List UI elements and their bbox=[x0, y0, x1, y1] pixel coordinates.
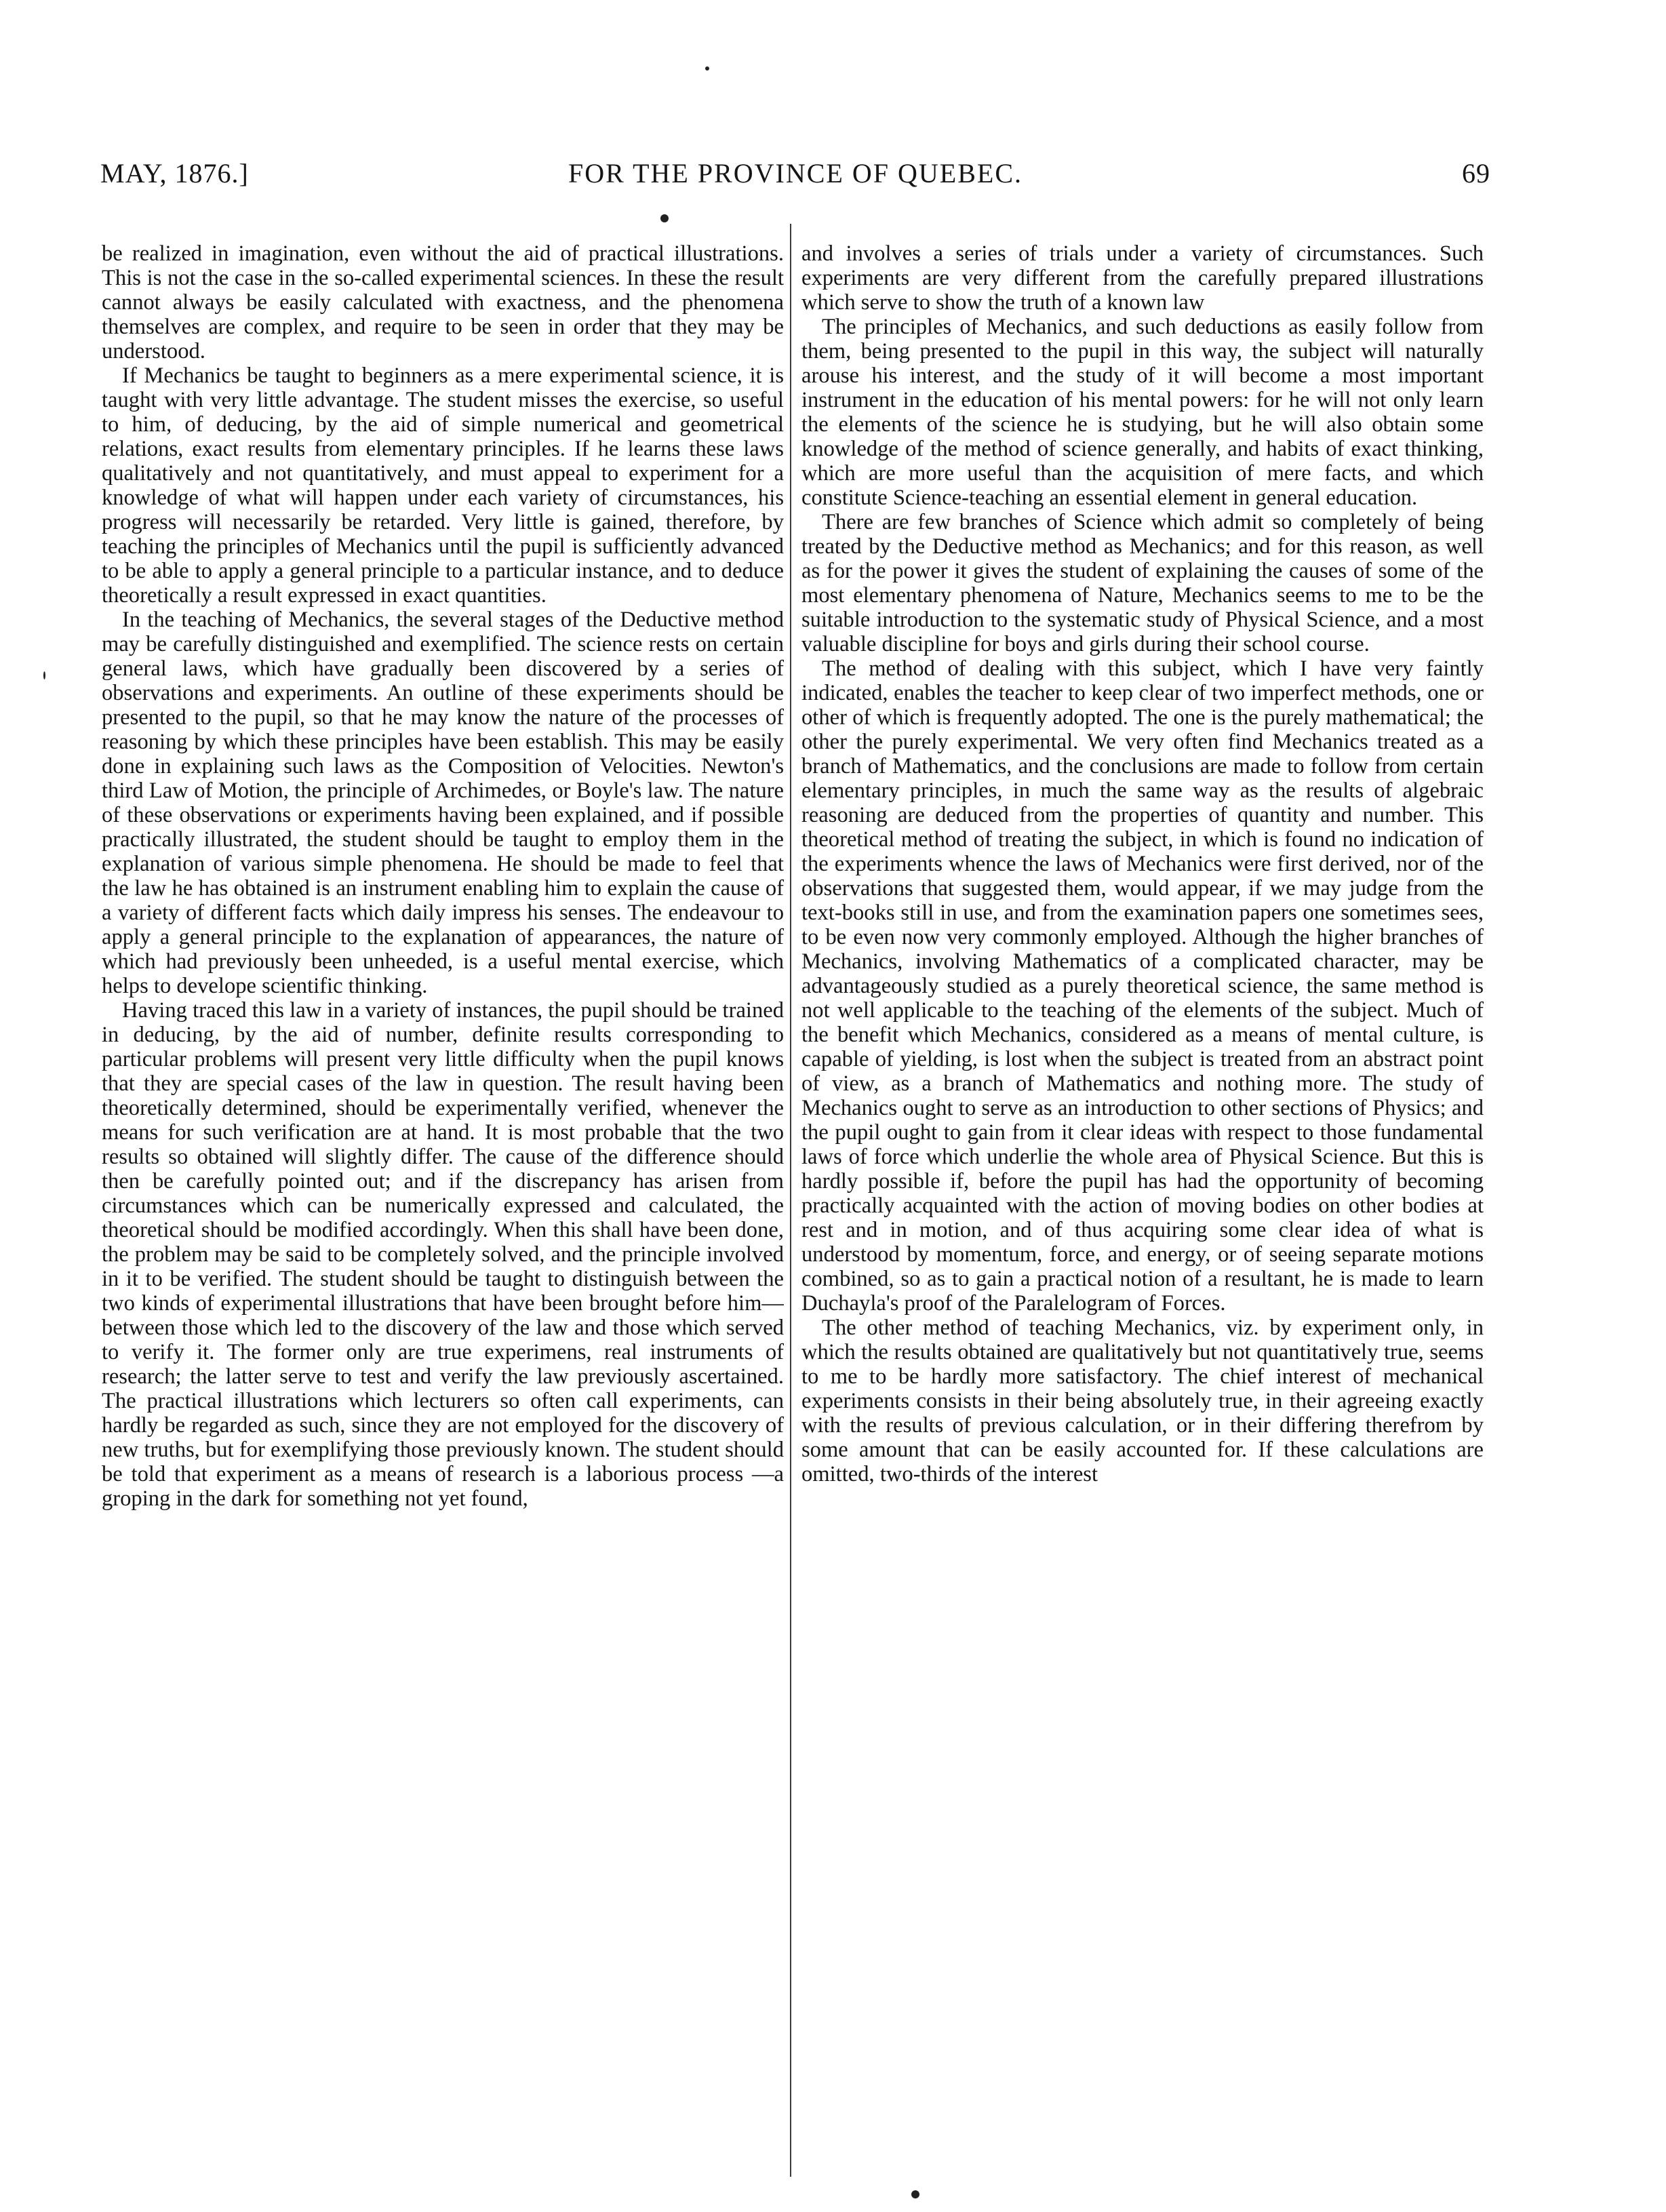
print-speck bbox=[43, 671, 45, 679]
left-paragraph-2: If Mechanics be taught to beginners as a mere experimental science, it is taught with very little advantage. The student misses the exercise, so useful to him, of deducing, by the aid of simple numerical and geometrical relations, exact results from elementary principles. If he learns these laws qualitatively and not quantitatively, and must appeal to experiment for a knowledge of what will happen under each variety of circumstances, his progress will necessarily be retarded. Very little is gained, therefore, by teaching the principles of Mechanics until the pupil is sufficiently advanced to be able to apply a general principle to a particular instance, and to deduce theoretically a result expressed in exact quantities. bbox=[102, 363, 784, 608]
header-date: MAY, 1876.] bbox=[100, 158, 249, 189]
right-paragraph-3: There are few branches of Science which admit so completely of being treated by the Deductive method as Mechanics; and for this reason, as well as for the power it gives the student of explaining the causes of some of the most elementary phenomena of Nature, Mechanics seems to me to be the suitable introduction to the systematic study of Physical Science, and a most valuable discipline for boys and girls during their school course. bbox=[801, 510, 1484, 656]
right-column bbox=[801, 241, 1484, 2182]
print-speck bbox=[660, 214, 669, 222]
print-speck bbox=[911, 2190, 919, 2198]
right-paragraph-2: The principles of Mechanics, and such deductions as easily follow from them, being presented to the pupil in this way, the subject will naturally arouse his interest, and the study of it will become a most important instrument in the education of his mental powers: for he will not only learn the elements of the science he is studying, but he will also obtain some knowledge of the method of science generally, and habits of exact thinking, which are more useful than the acquisition of mere facts, and which constitute Science-teaching an essential element in general education. bbox=[801, 315, 1484, 510]
page-number: 69 bbox=[1462, 158, 1490, 189]
left-paragraph-1: be realized in imagination, even without the aid of practical illustrations. This is not the case in the so-called experimental sciences. In these the result cannot always be easily calculated with exactness, and the phenomena themselves are complex, and require to be seen in order that they may be understood. bbox=[102, 241, 784, 363]
print-speck bbox=[705, 66, 709, 71]
left-paragraph-3: In the teaching of Mechanics, the several stages of the Deductive method may be carefully distinguished and exemplified. The science rests on certain general laws, which have gradually been discovered by a series of observations and experiments. An outline of these experiments should be presented to the pupil, so that he may know the nature of the processes of reasoning by which these principles have been establish. This may be easily done in explaining such laws as the Composition of Velocities. Newton's third Law of Motion, the principle of Archimedes, or Boyle's law. The nature of these observations or experiments having been explained, and if possible practically illustrated, the student should be taught to employ them in the explanation of various simple phenomena. He should be made to feel that the law he has obtained is an instrument enabling him to explain the cause of a variety of different facts which daily impress his senses. The endeavour to apply a general principle to the explanation of appearances, the nature of which had previously been unheeded, is a useful mental exercise, which helps to develope scientific thinking. bbox=[102, 608, 784, 998]
right-paragraph-5: The other method of teaching Mechanics, viz. by experiment only, in which the results obtained are qualitatively but not quantitatively true, seems to me to be hardly more satisfactory. The chief interest of mechanical experiments consists in their being absolutely true, in their agreeing exactly with the results of previous calculation, or in their differing therefrom by some amount that can be easily accounted for. If these calculations are omitted, two-thirds of the interest bbox=[801, 1316, 1484, 1486]
column-divider bbox=[790, 224, 791, 2177]
left-paragraph-4: Having traced this law in a variety of instances, the pupil should be trained in deducing, by the aid of number, definite results corresponding to particular problems will present very little difficulty when the pupil knows that they are special cases of the law in question. The result having been theoretically determined, should be experimentally verified, whenever the means for such verification are at hand. It is most probable that the two results so obtained will slightly differ. The cause of the difference should then be carefully pointed out; and if the discrepancy has arisen from circumstances which can be numerically expressed and calculated, the theoretical should be modified accordingly. When this shall have been done, the problem may be said to be completely solved, and the principle involved in it to be verified. The student should be taught to distinguish between the two kinds of experimental illustrations that have been brought before him—between those which led to the discovery of the law and those which served to verify it. The former only are true experimens, real instruments of research; the latter serve to test and verify the law previously ascertained. The practical illustrations which lecturers so often call experiments, can hardly be regarded as such, since they are not employed for the discovery of new truths, but for exemplifying those previously known. The student should be told that experiment as a means of research is a laborious process —a groping in the dark for something not yet found, bbox=[102, 998, 784, 1511]
header-title: FOR THE PROVINCE OF QUEBEC. bbox=[568, 158, 1023, 189]
right-paragraph-4: The method of dealing with this subject, which I have very faintly indicated, enables the teacher to keep clear of two imperfect methods, one or other of which is frequently adopted. The one is the purely mathematical; the other the purely experimental. We very often find Mechanics treated as a branch of Mathematics, and the conclusions are made to follow from certain elementary principles, in much the same way as the results of algebraic reasoning are deduced from the properties of quantity and number. This theoretical method of treating the subject, in which is found no indication of the experiments whence the laws of Mechanics were first derived, nor of the observations that suggested them, would appear, if we may judge from the text-books still in use, and from the examination papers one sometimes sees, to be even now very commonly employed. Although the higher branches of Mechanics, involving Mathematics of a complicated character, may be advantageously studied as a purely theoretical science, the same method is not well applicable to the teaching of the elements of the subject. Much of the benefit which Mechanics, considered as a means of mental culture, is capable of yielding, is lost when the subject is treated from an abstract point of view, as a branch of Mathematics and nothing more. The study of Mechanics ought to serve as an introduction to other sections of Physics; and the pupil ought to gain from it clear ideas with respect to those fundamental laws of force which underlie the whole area of Physical Science. But this is hardly possible if, before the pupil has had the opportunity of becoming practically acquainted with the action of moving bodies on other bodies at rest and in motion, and of thus acquiring some clear idea of what is understood by momentum, force, and energy, or of seeing separate motions combined, so as to gain a practical notion of a resultant, he is made to learn Duchayla's proof of the Paralelogram of Forces. bbox=[801, 656, 1484, 1316]
right-paragraph-1: and involves a series of trials under a variety of circumstances. Such experiments are very different from the carefully prepared illustrations which serve to show the truth of a known law bbox=[801, 241, 1484, 315]
left-column bbox=[102, 241, 784, 2182]
running-header bbox=[100, 157, 1490, 195]
